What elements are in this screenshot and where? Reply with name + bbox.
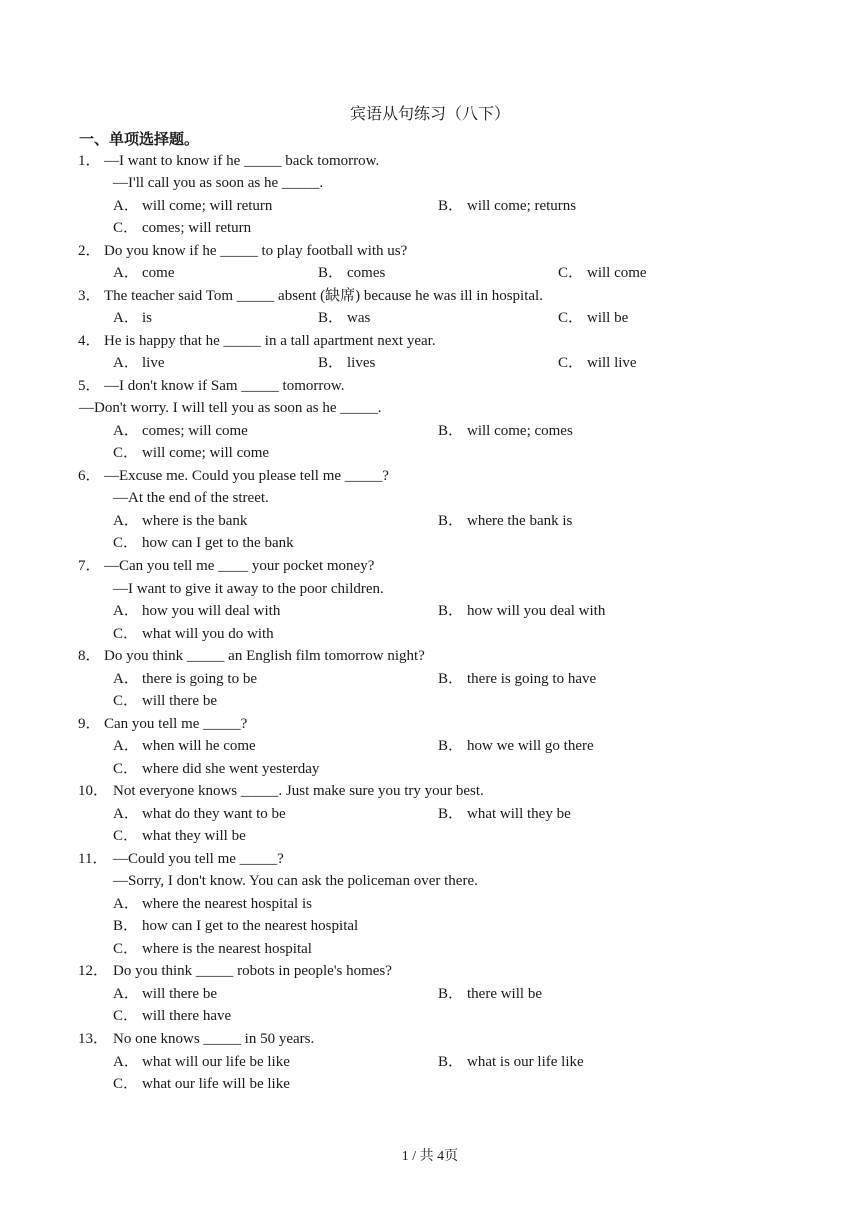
question-stem: Can you tell me _____? — [104, 716, 248, 732]
section-heading: 一、单项选择题。 — [79, 130, 200, 148]
option-text: comes; will return — [142, 220, 252, 236]
option-letter: C． — [558, 355, 584, 371]
option-letter: B． — [438, 513, 464, 529]
question-number: 1． — [78, 153, 101, 169]
option-text: will there have — [142, 1008, 232, 1024]
option-text: how will you deal with — [467, 603, 606, 619]
question-number: 7． — [78, 558, 101, 574]
option-text: where did she went yesterday — [142, 761, 320, 777]
option-text: will come — [587, 265, 647, 281]
option-letter: B． — [113, 918, 139, 934]
option-letter: C． — [113, 1076, 139, 1092]
option-letter: B． — [438, 671, 464, 687]
option-letter: B． — [438, 198, 464, 214]
option-letter: A． — [113, 738, 139, 754]
option-letter: C． — [113, 761, 139, 777]
option-text: is — [142, 310, 153, 326]
option-text: when will he come — [142, 738, 256, 754]
option-text: how can I get to the bank — [142, 535, 294, 551]
option-letter: A． — [113, 423, 139, 439]
question-stem: The teacher said Tom _____ absent (缺席) because he was ill in hospital. — [104, 288, 543, 304]
page-footer: 1 / 共 4页 — [401, 1149, 459, 1164]
question-stem: —Excuse me. Could you please tell me _____? — [104, 468, 389, 484]
option-text: will come; will return — [142, 198, 273, 214]
question-number: 11． — [78, 851, 108, 867]
option-text: live — [142, 355, 165, 371]
option-text: what they will be — [142, 828, 246, 844]
option-text: what our life will be like — [142, 1076, 290, 1092]
question-stem: No one knows _____ in 50 years. — [113, 1031, 315, 1047]
question-number: 4． — [78, 333, 101, 349]
option-text: where is the nearest hospital — [142, 941, 312, 957]
question-number: 6． — [78, 468, 101, 484]
option-text: what will they be — [467, 806, 571, 822]
option-letter: A． — [113, 355, 139, 371]
option-letter: B． — [438, 603, 464, 619]
question-number: 10． — [78, 783, 109, 799]
option-text: how can I get to the nearest hospital — [142, 918, 359, 934]
option-letter: A． — [113, 265, 139, 281]
question-stem: —Can you tell me ____ your pocket money? — [104, 558, 375, 574]
option-letter: A． — [113, 671, 139, 687]
option-letter: C． — [558, 265, 584, 281]
document-title: 宾语从句练习（八下） — [349, 106, 510, 123]
option-text: there is going to be — [142, 671, 257, 687]
question-line: —Sorry, I don't know. You can ask the policeman over there. — [113, 873, 478, 889]
option-letter: B． — [438, 423, 464, 439]
option-letter: A． — [113, 806, 139, 822]
question-number: 2． — [78, 243, 101, 259]
option-letter: A． — [113, 513, 139, 529]
option-letter: B． — [438, 986, 464, 1002]
question-stem: He is happy that he _____ in a tall apartment next year. — [104, 333, 436, 349]
option-letter: C． — [113, 693, 139, 709]
option-text: will be — [587, 310, 629, 326]
option-letter: C． — [113, 1008, 139, 1024]
option-text: will come; will come — [142, 445, 270, 461]
option-text: will come; comes — [467, 423, 573, 439]
option-text: come — [142, 265, 175, 281]
question-number: 8． — [78, 648, 101, 664]
option-letter: C． — [113, 828, 139, 844]
option-text: where the nearest hospital is — [142, 896, 312, 912]
question-number: 5． — [78, 378, 101, 394]
question-number: 12． — [78, 963, 109, 979]
question-stem: Do you think _____ an English film tomorrow night? — [104, 648, 425, 664]
option-letter: A． — [113, 603, 139, 619]
question-line: —Don't worry. I will tell you as soon as he _____. — [79, 400, 382, 416]
option-text: there will be — [467, 986, 542, 1002]
option-text: will live — [587, 355, 637, 371]
option-text: where is the bank — [142, 513, 248, 529]
question-stem: Do you know if he _____ to play football with us? — [104, 243, 408, 259]
option-text: will there be — [142, 693, 217, 709]
option-text: there is going to have — [467, 671, 597, 687]
question-stem: —I want to know if he _____ back tomorrow. — [104, 153, 380, 169]
option-text: what will you do with — [142, 626, 274, 642]
option-letter: B． — [438, 806, 464, 822]
question-stem: —I don't know if Sam _____ tomorrow. — [104, 378, 345, 394]
option-text: how we will go there — [467, 738, 594, 754]
option-letter: B． — [318, 310, 344, 326]
option-text: how you will deal with — [142, 603, 281, 619]
option-letter: B． — [318, 265, 344, 281]
option-letter: C． — [113, 535, 139, 551]
question-number: 3． — [78, 288, 101, 304]
option-letter: C． — [558, 310, 584, 326]
option-text: will come; returns — [467, 198, 577, 214]
question-line: —At the end of the street. — [113, 490, 269, 506]
option-text: what will our life be like — [142, 1054, 290, 1070]
question-stem: —Could you tell me _____? — [113, 851, 284, 867]
question-stem: Not everyone knows _____. Just make sure you try your best. — [113, 783, 484, 799]
option-text: comes; will come — [142, 423, 248, 439]
option-text: what do they want to be — [142, 806, 286, 822]
option-letter: C． — [113, 626, 139, 642]
option-letter: A． — [113, 198, 139, 214]
option-text: was — [347, 310, 371, 326]
option-letter: B． — [438, 738, 464, 754]
question-number: 9． — [78, 716, 101, 732]
question-line: —I want to give it away to the poor children. — [113, 581, 384, 597]
option-text: where the bank is — [467, 513, 573, 529]
option-letter: A． — [113, 1054, 139, 1070]
option-text: comes — [347, 265, 386, 281]
option-text: will there be — [142, 986, 217, 1002]
question-stem: Do you think _____ robots in people's homes? — [113, 963, 392, 979]
option-letter: C． — [113, 941, 139, 957]
option-letter: A． — [113, 896, 139, 912]
option-letter: A． — [113, 310, 139, 326]
option-letter: A． — [113, 986, 139, 1002]
option-text: what is our life like — [467, 1054, 584, 1070]
question-number: 13． — [78, 1031, 109, 1047]
option-letter: B． — [438, 1054, 464, 1070]
option-text: lives — [347, 355, 376, 371]
option-letter: C． — [113, 220, 139, 236]
option-letter: B． — [318, 355, 344, 371]
question-line: —I'll call you as soon as he _____. — [113, 175, 324, 191]
option-letter: C． — [113, 445, 139, 461]
